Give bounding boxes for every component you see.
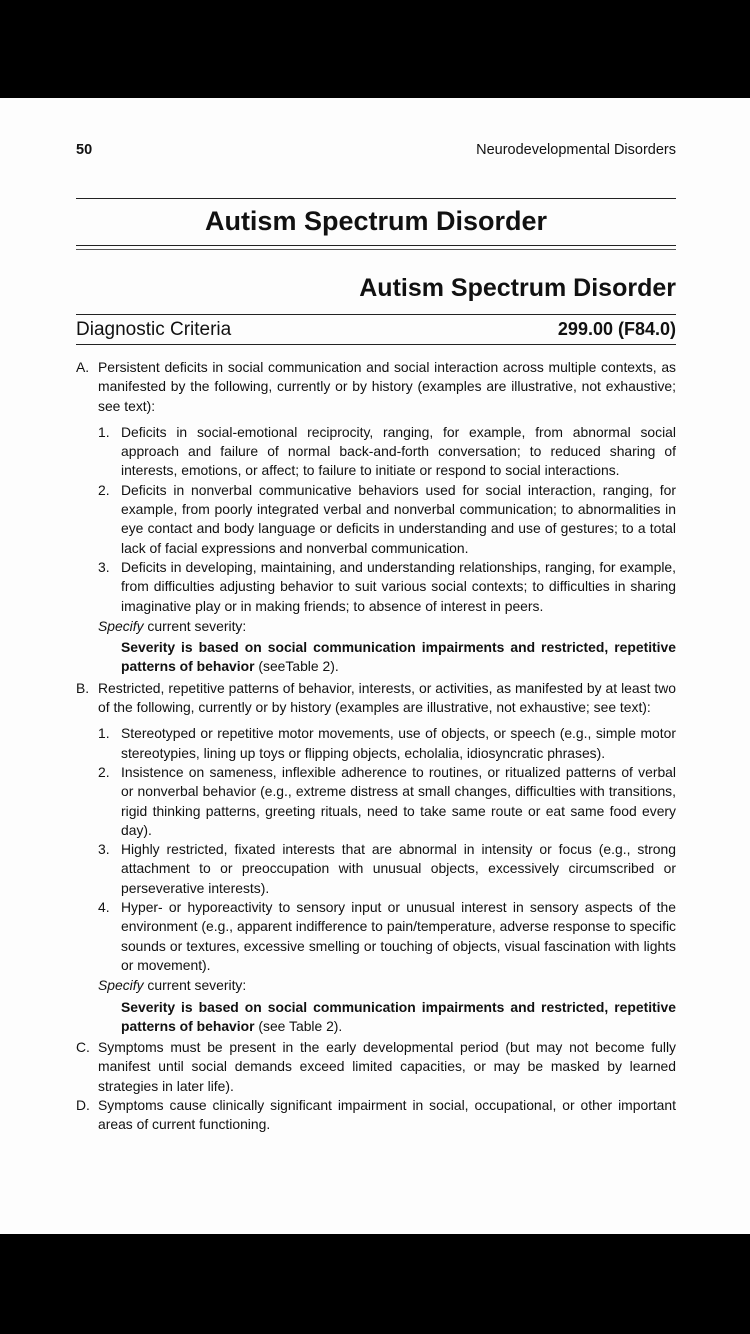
- criterion-text: Symptoms cause clinically significant impairment in social, occupational, or other important areas of current functioning.: [98, 1096, 676, 1133]
- list-item: [98, 840, 676, 898]
- running-head: [76, 142, 676, 158]
- criterion-c: [76, 1038, 676, 1096]
- list-item: [98, 481, 676, 558]
- specify-rest: current severity:: [143, 617, 247, 634]
- list-item: [98, 423, 676, 481]
- specify-italic: Specify: [98, 617, 144, 634]
- list-item: [98, 763, 676, 840]
- severity-note: [121, 638, 676, 677]
- list-item-text: Stereotyped or repetitive motor movements, use of objects, or speech (e.g., simple motor stereotypies, lining up toys or flipping objects, echolalia, idiosyncratic phrases).: [121, 725, 676, 761]
- document-page: [0, 98, 750, 1234]
- severity-rest: (see Table 2).: [254, 1017, 343, 1034]
- severity-bold: Severity is based on social communication impairments and restricted, repetitive patterns of behavior: [121, 998, 676, 1034]
- bottom-black-bar: [0, 1234, 750, 1334]
- page-number: 50: [76, 142, 93, 158]
- list-item-marker: 3.: [98, 841, 110, 858]
- criterion-a: [76, 358, 676, 416]
- criterion-marker: B.: [76, 679, 90, 696]
- list-item-text: Insistence on sameness, inflexible adherence to routines, or ritualized patterns of verbal or nonverbal behavior (e.g., extreme distress at small changes, difficulties with transitions, rigid thinking patterns, greeting rituals, need to take same route or eat same food every day).: [121, 763, 676, 838]
- criterion-d: [76, 1096, 676, 1135]
- criteria-divider: [76, 344, 676, 345]
- list-item: [98, 898, 676, 975]
- specify-rest: current severity:: [143, 977, 247, 994]
- criterion-marker: C.: [76, 1039, 90, 1056]
- specify-line: [98, 617, 676, 636]
- criterion-b-subitems: [98, 724, 676, 975]
- list-item-text: Deficits in social-emotional reciprocity, ranging, for example, from abnormal social approach and failure of normal back-and-forth conversation; to reduced sharing of interests, emotions, or affect; to failure to initiate or respond to social interactions.: [121, 423, 676, 479]
- list-item-marker: 4.: [98, 899, 110, 916]
- top-black-bar: [0, 0, 750, 98]
- list-item-marker: 3.: [98, 558, 110, 575]
- chapter-title: Autism Spectrum Disorder: [204, 206, 548, 236]
- list-item-text: Hyper- or hyporeactivity to sensory input or unusual interest in sensory aspects of the environment (e.g., apparent indifference to pain/temperature, adverse response to specific sounds or textures, excessive smelling or touching of objects, visual fascination with lights or movement).: [121, 899, 676, 973]
- criterion-text: Persistent deficits in social communication and social interaction across multiple contexts, as manifested by the following, currently or by history (examples are illustrative, not exhaustive; see text):: [98, 359, 676, 414]
- list-item-marker: 2.: [98, 481, 110, 498]
- criterion-text: Symptoms must be present in the early developmental period (but may not become fully manifest until social demands exceed limited capacities, or may be masked by learned strategies in later life).: [98, 1039, 676, 1094]
- list-item-marker: 1.: [98, 423, 110, 440]
- severity-rest: (seeTable 2).: [254, 658, 339, 675]
- list-item-text: Deficits in developing, maintaining, and understanding relationships, ranging, for example, from difficulties adjusting behavior to suit various social contexts; to difficulties in sharing imaginative play or in making friends; to absence of interest in peers.: [121, 558, 676, 614]
- criterion-marker: A.: [76, 359, 90, 375]
- severity-bold: Severity is based on social communication impairments and restricted, repetitive patterns of behavior: [121, 639, 676, 675]
- criterion-b: [76, 679, 676, 718]
- criterion-a-subitems: [98, 423, 676, 616]
- list-item-text: Deficits in nonverbal communicative behaviors used for social interaction, ranging, for example, from poorly integrated verbal and nonverbal communication; to abnormalities in eye contact and body language or deficits in understanding and use of gestures; to a total lack of facial expressions and nonverbal communication.: [121, 481, 676, 556]
- list-item-text: Highly restricted, fixated interests that are abnormal in intensity or focus (e.g., strong attachment to or preoccupation with unusual objects, excessively circumscribed or perseverative interests).: [121, 841, 676, 896]
- severity-note: [121, 998, 676, 1037]
- list-item: [98, 558, 676, 616]
- criteria-header: [76, 314, 676, 341]
- specify-line: [98, 976, 676, 995]
- section-title: Autism Spectrum Disorder: [359, 274, 676, 302]
- specify-italic: Specify: [98, 977, 144, 994]
- chapter-title-box: [76, 198, 676, 246]
- criteria-label: Diagnostic Criteria: [76, 319, 232, 340]
- list-item-marker: 2.: [98, 763, 110, 780]
- criterion-text: Restricted, repetitive patterns of behavior, interests, or activities, as manifested by at least two of the following, currently or by history (examples are illustrative, not exhaustive; see text):: [98, 679, 676, 716]
- criterion-marker: D.: [76, 1096, 90, 1113]
- criteria-code: 299.00 (F84.0): [557, 319, 676, 339]
- list-item: [98, 724, 676, 763]
- criteria-body: [76, 358, 676, 1135]
- running-chapter-name: Neurodevelopmental Disorders: [476, 142, 676, 158]
- list-item-marker: 1.: [98, 725, 110, 742]
